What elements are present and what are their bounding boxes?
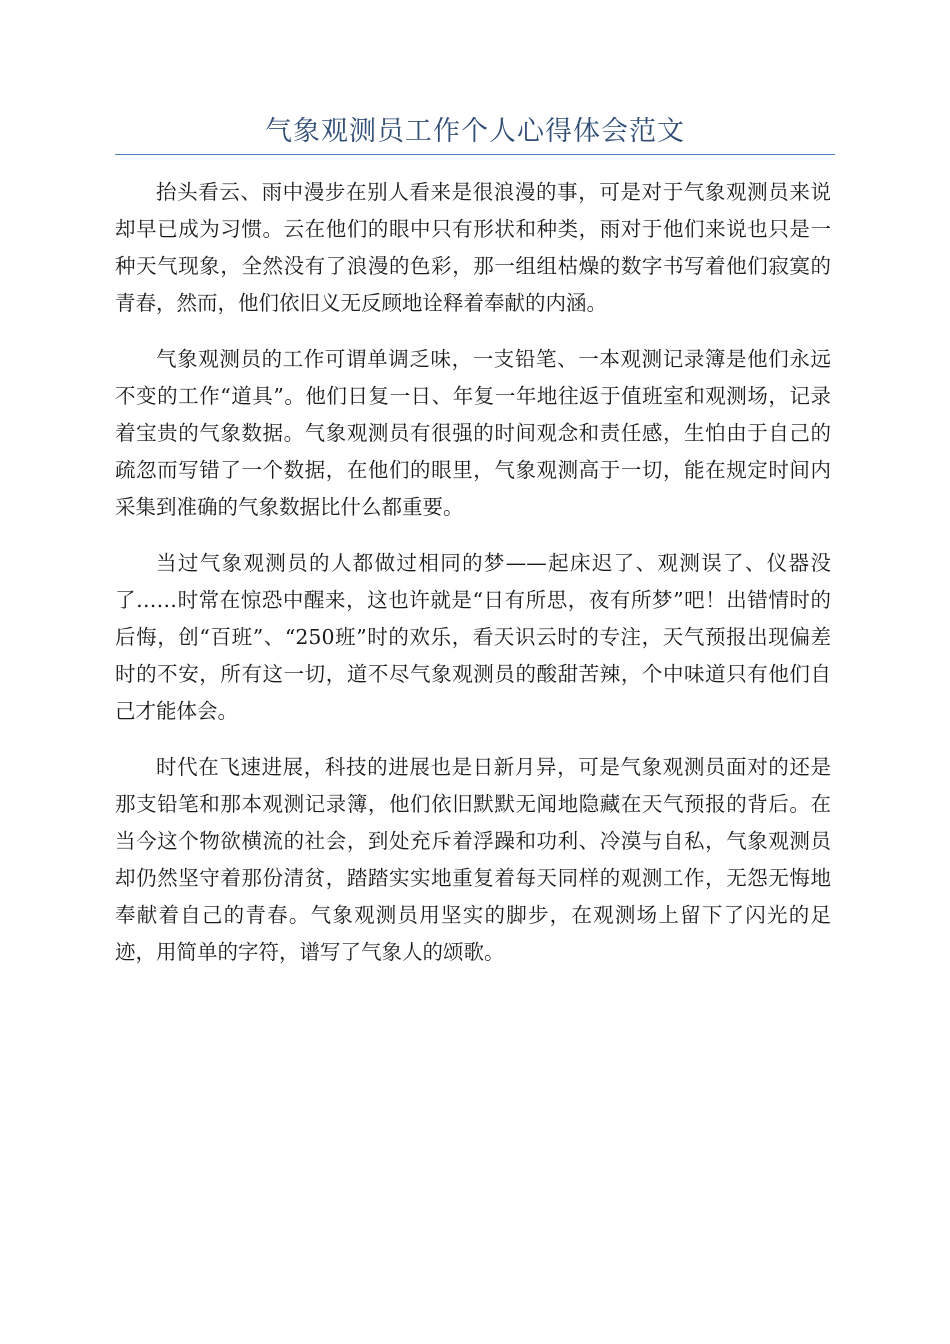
paragraph-2: 气象观测员的工作可谓单调乏味，一支铅笔、一本观测记录簿是他们永远不变的工作“道具”。他们日复一日、年复一年地往返于值班室和观测场，记录着宝贵的气象数据。气象观测员有很强的时间观念和责任感，生怕由于自己的疏忽而写错了一个数据，在他们的眼里，气象观测高于一切，能在规定时间内采集到准确的气象数据比什么都重要。 (115, 347, 831, 519)
paragraph-1: 抬头看云、雨中漫步在别人看来是很浪漫的事，可是对于气象观测员来说却早已成为习惯。云在他们的眼中只有形状和种类，雨对于他们来说也只是一种天气现象，全然没有了浪漫的色彩，那一组组枯燥的数字书写着他们寂寞的青春，然而，他们依旧义无反顾地诠释着奉献的内涵。 (115, 180, 831, 315)
paragraph-3: 当过气象观测员的人都做过相同的梦——起床迟了、观测误了、仪器没了……时常在惊恐中醒来，这也许就是“日有所思，夜有所梦”吧！出错情时的后悔，创“百班”、“250班”时的欢乐，看天识云时的专注，天气预报出现偏差时的不安，所有这一切，道不尽气象观测员的酸甜苦辣，个中味道只有他们自己才能体会。 (115, 551, 831, 723)
title-underline (115, 154, 835, 155)
page-title: 气象观测员工作个人心得体会范文 (265, 116, 685, 147)
article-body (115, 174, 831, 990)
paragraph-4: 时代在飞速进展，科技的进展也是日新月异，可是气象观测员面对的还是那支铅笔和那本观测记录簿，他们依旧默默无闻地隐藏在天气预报的背后。在当今这个物欲横流的社会，到处充斥着浮躁和功利、冷漠与自私，气象观测员却仍然坚守着那份清贫，踏踏实实地重复着每天同样的观测工作，无怨无悔地奉献着自己的青春。气象观测员用坚实的脚步，在观测场上留下了闪光的足迹，用简单的字符，谱写了气象人的颂歌。 (115, 755, 831, 964)
